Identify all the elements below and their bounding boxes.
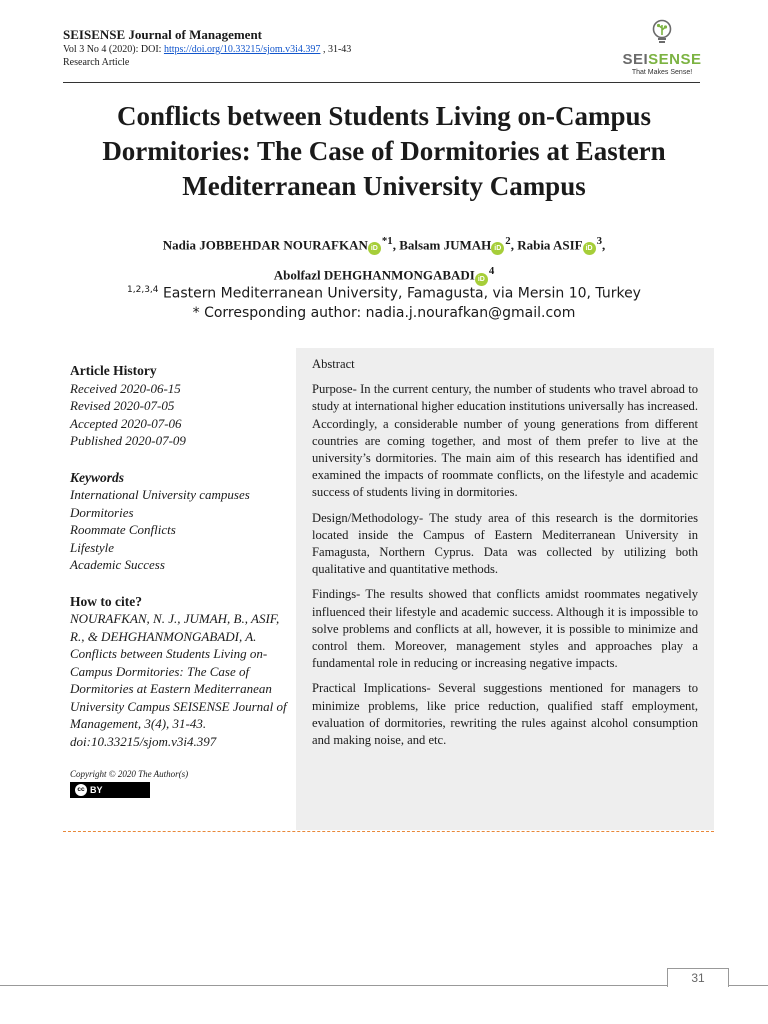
- logo-wordmark: SEISENSE: [622, 51, 702, 68]
- journal-logo: [620, 19, 704, 75]
- author-list: Nadia JOBBEHDAR NOURAFKAN $iD^{*1}$, Balsam JUMAH $iD^2$, Rabia ASIF $iD^3$, Abolfazl DEHGHANMONGABADI $iD^4$: [70, 228, 698, 289]
- abstract-panel: [296, 348, 714, 830]
- history-item: Published 2020-07-09: [70, 433, 186, 448]
- keyword-item: International University campuses: [70, 487, 250, 502]
- abstract-paragraph-findings: Findings- The results showed that conflicts amidst roommates negatively influenced their lifestyle and academic success. Although it is impossible to solve problems and conflicts at all, however, it is possible to minimize and control them. Moreover, management styles and approaches play a fundamental role in reducing or increasing negative impacts.: [312, 587, 698, 671]
- cc-by-label: BY: [90, 785, 103, 795]
- abstract-paragraph-methodology: Design/Methodology- The study area of this research is the dormitories located inside the Campus of Eastern Mediterranean University in Famagusta, Northern Cyprus. Data was collected by utilizing both qualitative and quantitative methods.: [312, 510, 698, 577]
- author-affiliation-marker: 3: [596, 235, 603, 247]
- section-divider: [63, 831, 714, 832]
- affiliation-block: [70, 281, 698, 323]
- volume-doi-line: [63, 44, 351, 55]
- author-affiliation-marker: 4: [488, 265, 495, 278]
- abstract-content: [312, 356, 698, 757]
- author-name: Balsam JUMAH: [399, 237, 492, 253]
- how-to-cite-heading: How to cite?: [70, 593, 142, 609]
- author-affiliation-marker: 2: [505, 235, 511, 247]
- history-item: Accepted 2020-07-06: [70, 415, 182, 431]
- volume-info: Vol 3 No 4 (2020): DOI:: [63, 44, 164, 55]
- author-name: Nadia JOBBEHDAR NOURAFKAN: [162, 237, 368, 253]
- page-range: , 31-43: [320, 44, 352, 55]
- orcid-icon[interactable]: iD: [368, 242, 381, 255]
- article-type: Research Article: [63, 57, 130, 68]
- corresponding-author: * Corresponding author: nadia.j.nourafkan@gmail.com: [192, 304, 576, 321]
- article-history-heading: Article History: [70, 363, 157, 378]
- creative-commons-icon: cc: [75, 784, 87, 796]
- author-affiliation-marker: *1: [381, 235, 393, 247]
- logo-tagline: That Makes Sense!: [631, 69, 693, 76]
- paper-title: Conflicts between Students Living on-Campus Dormitories: The Case of Dormitories at Eastern Mediterranean University Campus: [102, 101, 666, 201]
- orcid-icon[interactable]: iD: [491, 242, 504, 255]
- history-item: Revised 2020-07-05: [70, 398, 175, 413]
- citation-text: NOURAFKAN, N. J., JUMAH, B., ASIF, R., & DEHGHANMONGABADI, A. Conflicts between Students Living on-Campus Dormitories: The Case of Dormitories at Eastern Mediterranean University Campus SEISENSE Journal of Management, 3(4), 31-43. doi:10.33215/sjom.v3i4.397: [70, 611, 287, 749]
- keyword-item: Academic Success: [70, 557, 165, 572]
- header-divider: [63, 82, 700, 83]
- journal-name: SEISENSE Journal of Management: [63, 27, 262, 42]
- author-name: Abolfazl DEHGHANMONGABADI: [273, 267, 475, 283]
- abstract-paragraph-purpose: Purpose- In the current century, the number of students who travel abroad to study at international higher education institutions universally has increased. Accordingly, a considerable number of young generations from different countries are coming together, and most of them prefer to live at the university’s dormitories. The main aim of this research has identified and examined the impacts of roommate conflicts, on the lifestyle and academic success of students living in dormitories.: [312, 382, 698, 500]
- lightbulb-icon: [650, 19, 674, 45]
- page-number: 31: [667, 968, 729, 987]
- abstract-heading: Abstract: [312, 357, 355, 371]
- article-sidebar: [70, 362, 288, 798]
- author-name: Rabia ASIF: [517, 237, 583, 253]
- orcid-icon[interactable]: iD: [583, 242, 596, 255]
- abstract-paragraph-implications: Practical Implications- Several suggestions mentioned for managers to minimize problems, like price reduction, qualified staff employment, evaluation of dormitories, rewriting the rules against alcohol consumption and making noise, and etc.: [312, 681, 698, 748]
- history-item: Received 2020-06-15: [70, 380, 181, 396]
- keyword-item: Lifestyle: [70, 539, 115, 555]
- keyword-item: Roommate Conflicts: [70, 522, 176, 537]
- orcid-icon[interactable]: iD: [475, 273, 488, 286]
- footer-divider: [0, 985, 768, 986]
- affiliation: $^{1,2,3,4}$ Eastern Mediterranean University, Famagusta, via Mersin 10, Turkey: [127, 285, 641, 302]
- copyright-notice: Copyright © 2020 The Author(s): [70, 769, 189, 779]
- doi-link[interactable]: https://doi.org/10.33215/sjom.v3i4.397: [163, 44, 321, 55]
- keywords-heading: Keywords: [70, 469, 124, 485]
- keyword-item: Dormitories: [70, 504, 134, 520]
- cc-by-license-badge[interactable]: [70, 782, 150, 798]
